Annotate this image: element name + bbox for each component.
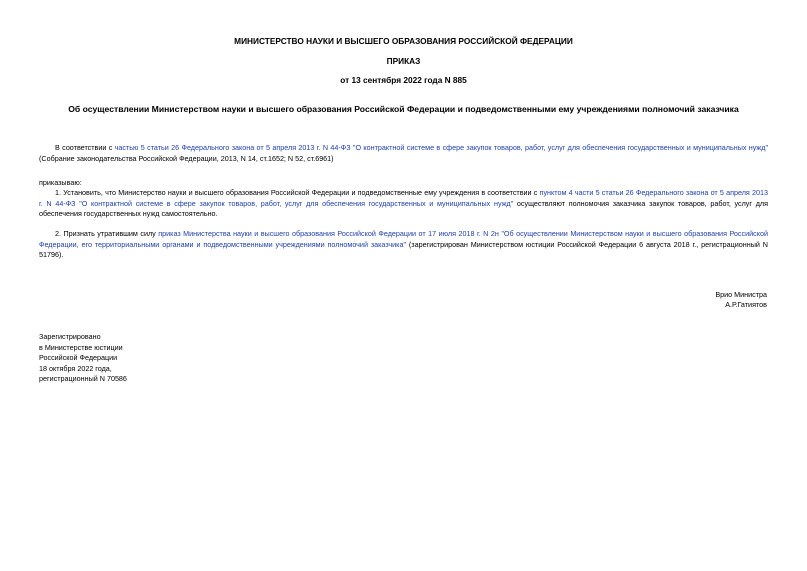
- document-type: ПРИКАЗ: [386, 56, 421, 66]
- document-title: Об осуществлении Министерством науки и высшего образования Российской Федерации и подведомственными ему учреждениями полномочий заказчика: [68, 104, 739, 114]
- registration-line: Зарегистрировано: [39, 332, 101, 341]
- basis-text-1: В соответствии с: [55, 143, 115, 152]
- item1-text-1: 1. Установить, что Министерство науки и высшего образования Российской Федерации и подведомственные ему учреждения в соответствии с: [55, 188, 540, 197]
- order-word: приказываю:: [39, 178, 82, 187]
- repealed-order-link[interactable]: приказ Министерства науки и высшего образования Российской Федерации от 17 июля 2018 г. N 2н "Об осуществлении Министерством науки и высшего образования Российской Федерации, его территориальными органами и подведомственными учреждениями полномочий заказчика": [39, 229, 768, 249]
- item2-text-2: (зарегистрирован Министерством юстиции Российской Федерации 6 августа 2018 г., регистрационный N 51796).: [39, 239, 768, 259]
- registration-line: регистрационный N 70586: [39, 374, 127, 383]
- law-44fz-link[interactable]: частью 5 статьи 26 Федерального закона от 5 апреля 2013 г. N 44-ФЗ "О контрактной системе в сфере закупок товаров, работ, услуг для обеспечения государственных и муниципальных нужд": [114, 143, 768, 152]
- signatory-name: А.Р.Гатиятов: [725, 300, 767, 309]
- registration-line: Российской Федерации: [39, 353, 118, 362]
- document-date: от 13 сентября 2022 года N 885: [340, 75, 467, 85]
- signatory-position: Врио Министра: [715, 290, 767, 299]
- item1-text-2: осуществляют полномочия заказчика закупок товаров, работ, услуг для обеспечения государственных нужд самостоятельно.: [39, 198, 768, 218]
- order-item-1: [39, 188, 768, 220]
- legal-basis-paragraph: [39, 143, 768, 164]
- item2-text-1: 2. Признать утратившим силу: [55, 229, 159, 238]
- ministry-name: МИНИСТЕРСТВО НАУКИ И ВЫСШЕГО ОБРАЗОВАНИЯ РОССИЙСКОЙ ФЕДЕРАЦИИ: [234, 36, 573, 46]
- registration-block: [39, 332, 127, 385]
- registration-line: в Министерстве юстиции: [39, 342, 123, 352]
- basis-text-2: (Собрание законодательства Российской Федерации, 2013, N 14, ст.1652; N 52, ст.6961): [39, 153, 334, 163]
- order-item-2: [39, 229, 768, 261]
- law-article-link[interactable]: пунктом 4 части 5 статьи 26 Федерального закона от 5 апреля 2013 г. N 44-ФЗ "О контрактной системе в сфере закупок товаров, работ, услуг для обеспечения государственных и муниципальных нужд": [39, 188, 769, 208]
- registration-line: 18 октября 2022 года,: [39, 363, 112, 373]
